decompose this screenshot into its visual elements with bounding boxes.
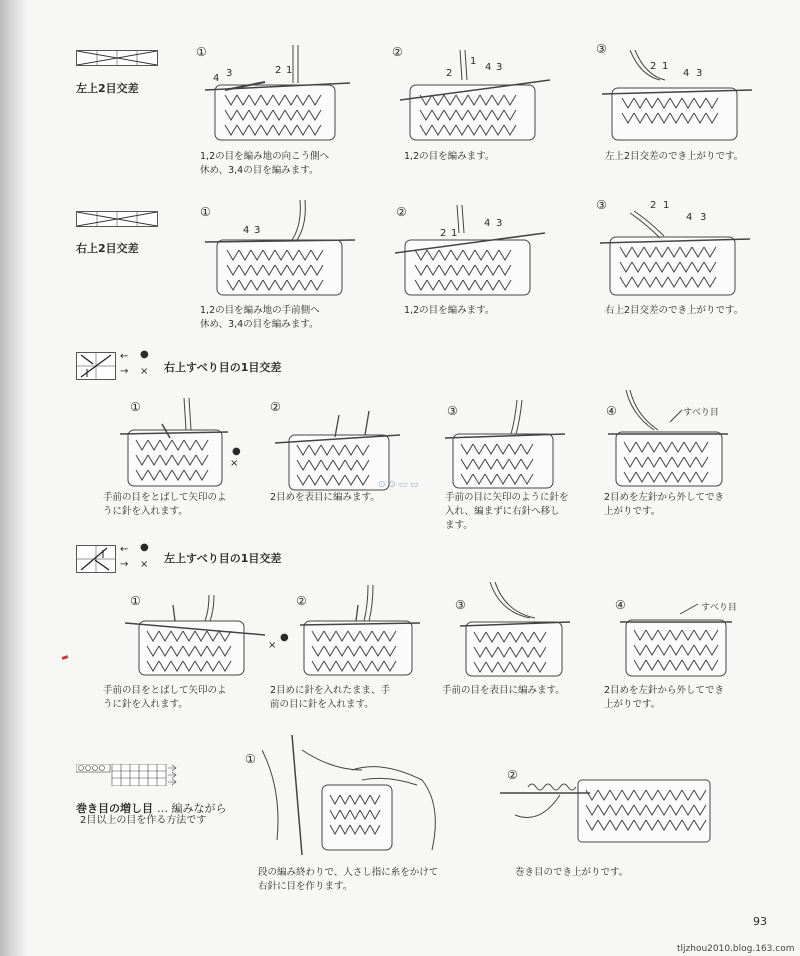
step-caption: 手前の目をとばして矢印のよ うに針を入れます。	[103, 685, 227, 710]
step-number: ④	[615, 598, 626, 612]
stitch-label: 1	[470, 56, 477, 67]
cross-mark-icon: ×	[268, 640, 277, 651]
filled-dot-icon: ●	[280, 632, 289, 643]
knitting-illustration	[608, 390, 733, 490]
filled-dot-icon: ●	[140, 349, 149, 360]
arrow-left-icon: ←	[120, 544, 129, 555]
step-number: ②	[396, 205, 407, 219]
stitch-label: 4	[213, 73, 220, 84]
page-number: 93	[753, 915, 767, 928]
step-caption: 段の編み終わりで、人さし指に糸をかけて 右針に目を作ります。	[258, 867, 439, 892]
step-caption: 1,2の目を編みます。	[404, 151, 495, 162]
step-number: ②	[392, 45, 403, 59]
stitch-label: 2	[650, 61, 657, 72]
cross-mark-icon: ×	[230, 458, 239, 469]
blog-watermark: tljzhou2010.blog.163.com	[677, 944, 795, 954]
stitch-label: 1	[451, 228, 458, 239]
knitting-illustration	[600, 205, 750, 300]
section-title: 右上2目交差	[76, 242, 139, 255]
stitch-label: 4	[484, 218, 491, 229]
step-number: ②	[507, 768, 518, 782]
cross-mark-icon: ×	[140, 366, 149, 377]
filled-dot-icon: ●	[232, 446, 241, 457]
stitch-label: 2	[440, 228, 447, 239]
hand-knitting-illustration	[262, 730, 447, 860]
knitting-illustration	[395, 205, 545, 300]
book-spine-shadow	[0, 0, 28, 956]
step-number: ④	[606, 404, 617, 418]
step-number: ①	[245, 752, 256, 766]
stitch-label: 1	[662, 61, 669, 72]
knitting-illustration	[620, 600, 735, 680]
step-caption: 手前の目を表目に編みます。	[442, 685, 565, 696]
stitch-label: 3	[226, 68, 233, 79]
knitting-illustration	[205, 45, 355, 145]
step-number: ③	[596, 42, 607, 56]
section-title: 左上すべり目の1目交差	[164, 552, 282, 565]
section-title: 巻き目の増し目 … 編みながら	[76, 802, 227, 815]
stitch-label: 3	[254, 225, 261, 236]
cross-mark-icon: ×	[140, 559, 149, 570]
section-title: 左上2目交差	[76, 82, 139, 95]
knitting-illustration	[500, 775, 715, 845]
stitch-label: 2	[650, 200, 657, 211]
knitting-illustration	[460, 582, 570, 680]
step-number: ②	[296, 594, 307, 608]
step-number: ②	[270, 400, 281, 414]
stitch-label: 3	[696, 68, 703, 79]
arrow-left-icon: ←	[120, 351, 129, 362]
slip-stitch-label: すべり目	[683, 408, 719, 418]
arrow-right-icon: →	[120, 559, 129, 570]
step-caption: 1,2の目を編みます。	[404, 305, 495, 316]
step-caption: 1,2の目を編み地の手前側へ 休め、3,4の目を編みます。	[200, 305, 320, 330]
step-number: ③	[455, 598, 466, 612]
knitting-illustration	[125, 595, 265, 680]
slip-stitch-label: すべり目	[701, 603, 737, 613]
section-subtitle: 2目以上の目を作る方法です	[80, 815, 207, 826]
step-caption: 手前の目に矢印のように針を 入れ、編まずに右針へ移し ます。	[445, 492, 569, 531]
slip-cross-symbol-left	[76, 545, 116, 573]
step-caption: 巻き目のでき上がりです。	[515, 867, 629, 878]
watermark-center: ⊙ ⊙ ▭ ▭	[378, 480, 419, 490]
knitting-illustration	[120, 398, 230, 490]
step-caption: 2目めを左針から外してでき 上がりです。	[604, 685, 725, 710]
stitch-label: 3	[700, 212, 707, 223]
arrow-right-icon: →	[120, 366, 129, 377]
step-caption: 右上2目交差のでき上がりです。	[605, 305, 744, 316]
knitting-illustration	[445, 400, 570, 492]
stitch-label: 4	[485, 62, 492, 73]
step-number: ①	[130, 594, 141, 608]
stitch-label: 4	[686, 212, 693, 223]
step-number: ①	[196, 45, 207, 59]
cast-on-chart-symbol	[76, 764, 178, 786]
cable-symbol-left-cross	[76, 50, 158, 66]
stitch-label: 4	[243, 225, 250, 236]
step-number: ①	[200, 205, 211, 219]
step-caption: 1,2の目を編み地の向こう側へ 休め、3,4の目を編みます。	[200, 151, 330, 176]
stitch-label: 1	[663, 200, 670, 211]
step-caption: 2目めに針を入れたまま、手 前の目に針を入れます。	[270, 685, 391, 710]
red-mark	[62, 655, 69, 660]
step-caption: 左上2目交差のでき上がりです。	[605, 151, 744, 162]
section-title: 右上すべり目の1目交差	[164, 361, 282, 374]
cable-symbol-right-cross	[76, 211, 158, 227]
step-number: ③	[596, 198, 607, 212]
stitch-label: 3	[496, 218, 503, 229]
knitting-illustration	[602, 50, 752, 145]
filled-dot-icon: ●	[140, 542, 149, 553]
stitch-label: 3	[496, 62, 503, 73]
step-number: ①	[130, 400, 141, 414]
stitch-label: 4	[683, 68, 690, 79]
step-caption: 手前の目をとばして矢印のよ うに針を入れます。	[103, 492, 227, 517]
slip-cross-symbol-right	[76, 352, 116, 380]
stitch-label: 2	[275, 65, 282, 76]
step-number: ③	[447, 404, 458, 418]
step-caption: 2目めを表目に編みます。	[270, 492, 380, 503]
stitch-label: 2	[446, 68, 453, 79]
stitch-label: 1	[286, 65, 293, 76]
knitting-illustration	[205, 200, 355, 300]
step-caption: 2目めを左針から外してでき 上がりです。	[604, 492, 725, 517]
knitting-illustration	[300, 585, 425, 680]
